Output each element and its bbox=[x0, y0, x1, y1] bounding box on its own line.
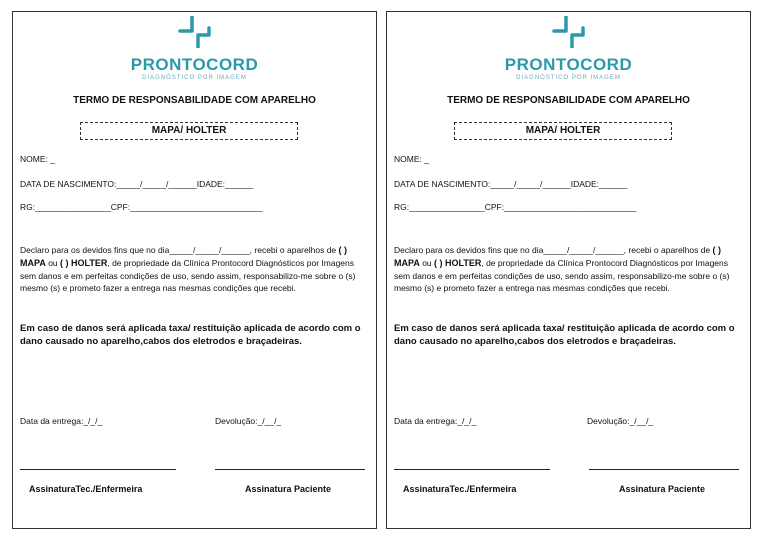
signature-label-tech: AssinaturaTec./Enfermeira bbox=[29, 484, 143, 494]
mapa-checkbox[interactable]: ( ) MAPA bbox=[20, 245, 348, 268]
return-date-field[interactable]: Devolução:_/__/_ bbox=[215, 416, 282, 426]
device-type-box: MAPA/ HOLTER bbox=[80, 122, 298, 140]
brand-tagline: DIAGNÓSTICO POR IMAGEM bbox=[516, 75, 621, 81]
return-date-field[interactable]: Devolução:_/__/_ bbox=[587, 416, 654, 426]
signature-line-tech[interactable] bbox=[20, 469, 176, 470]
holter-checkbox[interactable]: ( ) HOLTER bbox=[60, 257, 108, 268]
medical-cross-logo-icon bbox=[551, 16, 587, 48]
form-copy-left bbox=[12, 11, 377, 529]
brand-name: PRONTOCORD bbox=[504, 55, 633, 74]
declaration-text: Declaro para os devidos fins que no dia_____/_____/______, recebi o aparelhos de ( ) MAPA ou ( ) HOLTER, de propriedade da Clínica Prontocord Diagnósticos por Imagens sem danos e em perfeitas condições de uso, sendo assim, responsabilizo-me sobre o (s) mesmo (s) e prometo fazer a entrega nas mesmas condições que recebi. bbox=[20, 245, 356, 294]
signature-label-patient: Assinatura Paciente bbox=[619, 484, 706, 494]
signature-label-patient: Assinatura Paciente bbox=[245, 484, 332, 494]
device-type-box: MAPA/ HOLTER bbox=[454, 122, 672, 140]
id-field[interactable]: RG:________________CPF:____________________________ bbox=[20, 202, 263, 212]
mapa-checkbox[interactable]: ( ) MAPA bbox=[394, 245, 722, 268]
brand-tagline: DIAGNÓSTICO POR IMAGEM bbox=[142, 75, 247, 81]
holter-checkbox[interactable]: ( ) HOLTER bbox=[434, 257, 482, 268]
id-field[interactable]: RG:________________CPF:____________________________ bbox=[394, 202, 637, 212]
brand-name: PRONTOCORD bbox=[130, 55, 259, 74]
document-title: TERMO DE RESPONSABILIDADE COM APARELHO bbox=[73, 95, 316, 106]
signature-label-tech: AssinaturaTec./Enfermeira bbox=[403, 484, 517, 494]
name-field[interactable]: NOME: _ bbox=[394, 154, 429, 164]
document-title: TERMO DE RESPONSABILIDADE COM APARELHO bbox=[447, 95, 690, 106]
declaration-text: Declaro para os devidos fins que no dia_____/_____/______, recebi o aparelhos de ( ) MAPA ou ( ) HOLTER, de propriedade da Clínica Prontocord Diagnósticos por Imagens sem danos e em perfeitas condições de uso, sendo assim, responsabilizo-me sobre o (s) mesmo (s) e prometo fazer a entrega nas mesmas condições que recebi. bbox=[394, 245, 730, 294]
birth-date-field[interactable]: DATA DE NASCIMENTO:_____/_____/______IDADE:______ bbox=[20, 179, 254, 189]
delivery-date-field[interactable]: Data da entrega:_/_/_ bbox=[394, 416, 477, 426]
signature-line-patient[interactable] bbox=[589, 469, 739, 470]
damage-notice: Em caso de danos será aplicada taxa/ restituição aplicada de acordo com o dano causado no aparelho,cabos dos eletrodos e braçadeiras. bbox=[20, 323, 361, 347]
damage-notice: Em caso de danos será aplicada taxa/ restituição aplicada de acordo com o dano causado no aparelho,cabos dos eletrodos e braçadeiras. bbox=[394, 323, 735, 347]
birth-date-field[interactable]: DATA DE NASCIMENTO:_____/_____/______IDADE:______ bbox=[394, 179, 628, 189]
form-copy-right bbox=[386, 11, 751, 529]
name-field[interactable]: NOME: _ bbox=[20, 154, 55, 164]
signature-line-patient[interactable] bbox=[215, 469, 365, 470]
medical-cross-logo-icon bbox=[177, 16, 213, 48]
signature-line-tech[interactable] bbox=[394, 469, 550, 470]
delivery-date-field[interactable]: Data da entrega:_/_/_ bbox=[20, 416, 103, 426]
